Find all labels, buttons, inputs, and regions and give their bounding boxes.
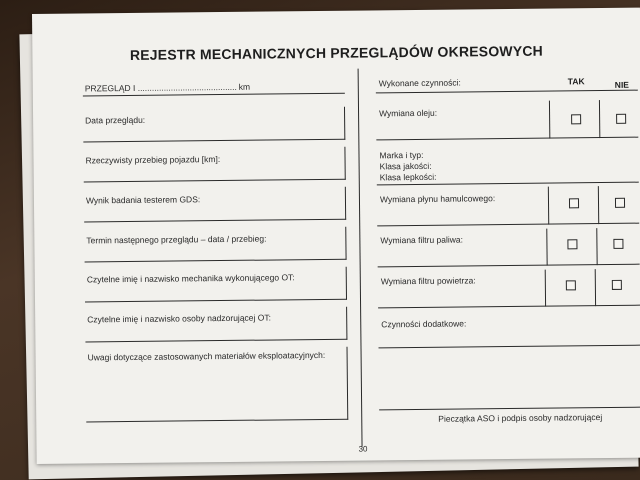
- grid-line: [548, 187, 549, 225]
- task-label-oil: Wymiana oleju:: [379, 107, 438, 119]
- col-header-nie: NIE: [614, 79, 629, 90]
- grid-line: [596, 228, 597, 265]
- checkbox-oil-nie[interactable]: [616, 114, 626, 124]
- task-label-air-filter: Wymiana filtru powietrza:: [380, 275, 476, 287]
- additional-tasks-line[interactable]: [379, 345, 640, 349]
- grid-line: [545, 270, 546, 307]
- grid-line: [546, 229, 547, 266]
- field-label-nadzor: Czytelne imię i nazwisko osoby nadzorującej OT:: [87, 312, 272, 325]
- przeglad-unit: km: [238, 81, 251, 92]
- oil-viscosity-label: Klasa lepkości:: [379, 171, 437, 183]
- task-line-brake-fluid: [377, 223, 639, 227]
- field-line-przebieg[interactable]: [84, 179, 346, 183]
- field-box-edge: [344, 107, 345, 140]
- checkbox-air-filter-nie[interactable]: [612, 280, 622, 290]
- checkbox-air-filter-tak[interactable]: [566, 280, 576, 290]
- grid-line: [599, 100, 600, 138]
- field-box-edge: [345, 187, 346, 220]
- stamp-line: [379, 407, 640, 411]
- oil-brand-label: Marka i typ:: [379, 149, 424, 161]
- task-line-oil: [376, 137, 638, 141]
- column-divider: [358, 69, 363, 447]
- field-box-edge: [344, 147, 345, 180]
- field-label-mechanik: Czytelne imię i nazwisko mechanika wykonującego OT:: [86, 272, 295, 285]
- przeglad-underline: [83, 93, 345, 97]
- page-number: 30: [358, 444, 368, 454]
- field-box-edge: [347, 347, 349, 420]
- stamp-label: Pieczątka ASO i podpis osoby nadzorującej: [438, 412, 603, 424]
- field-box-edge: [345, 227, 346, 260]
- checkbox-fuel-filter-tak[interactable]: [567, 239, 577, 249]
- checkbox-brake-fluid-nie[interactable]: [615, 198, 625, 208]
- task-line-air-filter: [378, 305, 640, 309]
- field-line-uwagi[interactable]: [86, 419, 348, 423]
- checkbox-oil-tak[interactable]: [571, 114, 581, 124]
- czynnosci-header: Wykonane czynności:: [378, 77, 461, 89]
- additional-tasks-label: Czynności dodatkowe:: [381, 318, 467, 330]
- field-line-termin[interactable]: [85, 259, 347, 263]
- page-title: REJESTR MECHANICZNYCH PRZEGLĄDÓW OKRESOWYCH: [129, 42, 544, 63]
- task-label-brake-fluid: Wymiana płynu hamulcowego:: [379, 193, 496, 205]
- field-line-nadzor[interactable]: [85, 339, 347, 343]
- field-label-gds: Wynik badania testerem GDS:: [85, 194, 201, 206]
- field-label-przebieg: Rzeczywisty przebieg pojazdu [km]:: [85, 154, 221, 166]
- field-line-gds[interactable]: [84, 219, 346, 223]
- field-line-mechanik[interactable]: [85, 299, 347, 303]
- field-line-data-przegladu[interactable]: [83, 139, 345, 143]
- header-underline: [376, 90, 638, 94]
- field-label-termin: Termin następnego przeglądu – data / przebieg:: [86, 233, 267, 246]
- field-box-edge: [346, 307, 347, 340]
- field-label-uwagi: Uwagi dotyczące zastosowanych materiałów eksploatacyjnych:: [87, 349, 326, 363]
- task-label-fuel-filter: Wymiana filtru paliwa:: [380, 234, 464, 246]
- checkbox-brake-fluid-tak[interactable]: [569, 198, 579, 208]
- field-label-data-przegladu: Data przeglądu:: [85, 114, 146, 126]
- booklet-page: [32, 8, 640, 464]
- grid-line: [595, 269, 596, 306]
- col-header-tak: TAK: [567, 76, 585, 87]
- grid-line: [549, 101, 550, 139]
- grid-line: [598, 186, 599, 224]
- task-line-fuel-filter: [378, 264, 640, 268]
- przeglad-label: PRZEGLĄD I ..........................................: [84, 81, 237, 94]
- oil-details-line[interactable]: [377, 182, 639, 186]
- checkbox-fuel-filter-nie[interactable]: [613, 239, 623, 249]
- oil-quality-label: Klasa jakości:: [379, 160, 432, 172]
- field-box-edge: [346, 267, 347, 300]
